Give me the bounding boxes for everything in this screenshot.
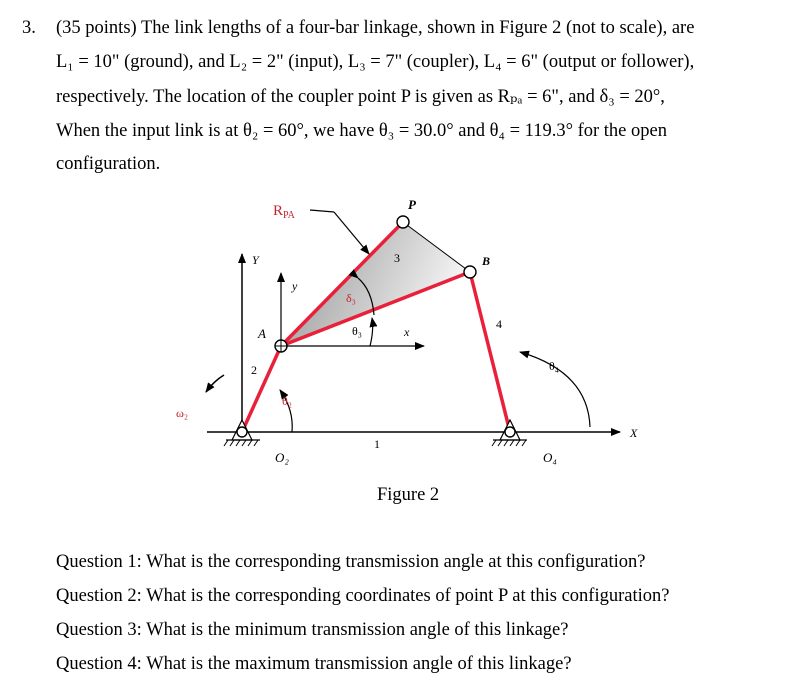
label-y: y [292, 279, 298, 293]
rpa-arrow [310, 210, 334, 212]
label-theta4: θ₄ [549, 359, 559, 373]
link-2 [242, 346, 281, 432]
theta3-arc [370, 318, 373, 346]
point-p [397, 216, 409, 228]
omega2-arrow [206, 375, 224, 392]
question-3: Question 3: What is the minimum transmission angle of this linkage? [56, 620, 569, 640]
rpa-arrow-path [334, 212, 369, 254]
problem-line-1: (35 points) The link lengths of a four-bar linkage, shown in Figure 2 (not to scale), are [56, 18, 695, 38]
figure-caption: Figure 2 [377, 485, 440, 505]
label-link1: 1 [374, 437, 380, 451]
ground-pivot-o4 [492, 420, 527, 446]
problem-line-3: respectively. The location of the coupler point P is given as Rₚₐ = 6", and δ₃ = 20°, [56, 87, 665, 107]
label-link4: 4 [496, 317, 502, 331]
problem-number: 3. [22, 18, 36, 38]
question-1: Question 1: What is the corresponding transmission angle at this configuration? [56, 552, 646, 572]
label-rpa: $R_{PA}$ [273, 203, 295, 221]
label-a: A [258, 326, 266, 341]
problem-line-2: L₁ = 10" (ground), and L₂ = 2" (input), L₃ = 7" (coupler), L₄ = 6" (output or follower), [56, 52, 695, 72]
label-delta3: δ₃ [346, 291, 356, 305]
label-o4: O₄ [543, 450, 557, 465]
joint-b [464, 266, 476, 278]
label-theta2: θ₂ [282, 394, 292, 408]
problem-line-5: configuration. [56, 154, 161, 174]
label-x: x [404, 325, 410, 339]
question-4: Question 4: What is the maximum transmission angle of this linkage? [56, 654, 572, 674]
label-theta3: θ₃ [352, 324, 362, 338]
label-omega2: ω₂ [176, 406, 189, 420]
label-X: X [630, 426, 638, 440]
label-p: P [408, 197, 416, 212]
label-link3: 3 [394, 251, 400, 265]
link-4 [470, 272, 510, 432]
label-o2: O₂ [275, 450, 289, 465]
label-Y: Y [252, 253, 259, 267]
label-link2: 2 [251, 363, 257, 377]
label-b: B [482, 254, 491, 268]
ground-pivot-o2 [224, 420, 260, 446]
problem-line-4: When the input link is at θ₂ = 60°, we have θ₃ = 30.0° and θ₄ = 119.3° for the open [56, 121, 667, 141]
question-2: Question 2: What is the corresponding coordinates of point P at this configuration? [56, 586, 670, 606]
